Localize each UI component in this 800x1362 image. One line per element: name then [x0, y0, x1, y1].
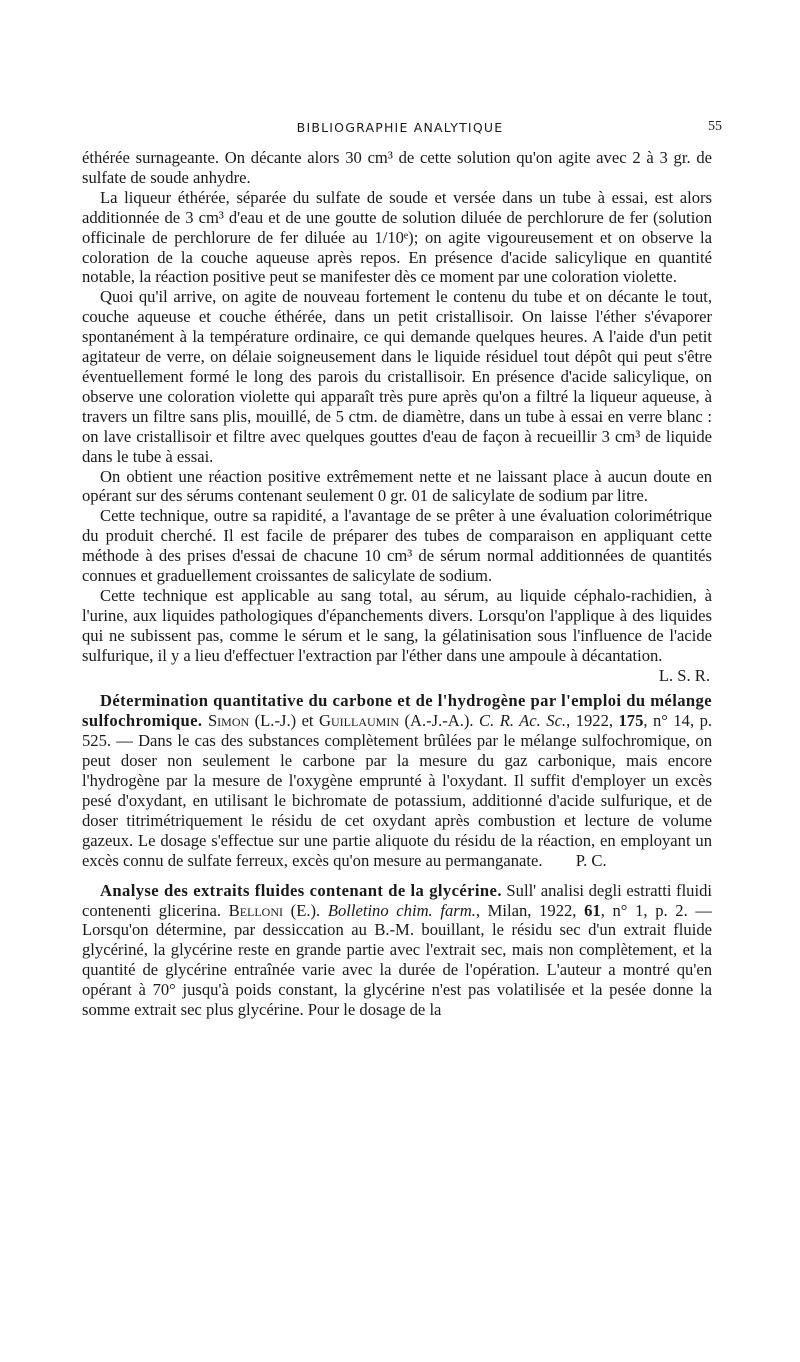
citation-pages: , n° 14, p. 525. —: [82, 711, 713, 751]
paragraph: Cette technique est applicable au sang total, au sérum, au liquide céphalo-rachidien, à l'urine, aux liquides pathologiques d'épanchements divers. Lorsqu'on l'applique à des liquides qui ne subissent pas, comme le sérum et le sang, la gélatinisation sous l'influence de l'acide sulfurique, il y a lieu d'effectuer l'extraction par l'éther dans une ampoule à décantation.: [82, 585, 712, 665]
article-carbone-hydrogene: [82, 691, 712, 870]
running-title: BIBLIOGRAPHIE ANALYTIQUE: [296, 120, 504, 135]
author-initials: (L.-J.) et: [249, 711, 320, 731]
citation-volume: 175: [618, 711, 644, 731]
journal-name: Bolletino chim. farm.: [327, 900, 476, 920]
paragraph: La liqueur éthérée, séparée du sulfate de soude et versée dans un tube à essai, est alors additionnée de 3 cm³ d'eau et de une goutte de solution diluée de perchlorure de fer (solution officinale de perchlorure de fer diluée au 1/10ᵉ); on agite vigoureusement et on observe la coloration de la couche aqueuse après repos. En présence d'acide salicylique en quantité notable, la réaction positive peut se manifester dès ce moment par une coloration violette.: [82, 187, 712, 287]
page-body: [82, 148, 712, 1020]
article-text: Dans le cas des substances complètement brûlées par le mélange sulfochromique, on peut doser non seulement le carbone par la mesure du gaz carbonique, mais encore l'hydrogène par la mesure de l'oxygène emprunté à l'oxydant. Il suffit d'employer un excès pesé d'oxydant, en utilisant le bichromate de potassium, additionné d'acide sulfurique, et de doser titrimétriquement le résidu de cet oxydant après combustion et lecture de volume gazeux. Le dosage s'effectue sur une partie aliquote du résidu de la réaction, en employant un excès connu de sulfate ferreux, excès qu'on mesure au permanganate.: [82, 731, 712, 870]
journal-name: C. R. Ac. Sc.: [479, 711, 567, 731]
article-title: Analyse des extraits fluides contenant de la glycérine.: [100, 880, 502, 900]
page-number: 55: [708, 119, 722, 134]
author-initials: (E.).: [283, 900, 328, 920]
citation-year: , 1922,: [566, 711, 619, 731]
paragraph: éthérée surnageante. On décante alors 30 cm³ de cette solution qu'on agite avec 2 à 3 gr. de sulfate de soude anhydre.: [82, 148, 712, 187]
author-name: Belloni: [228, 900, 284, 920]
signature: L. S. R.: [658, 665, 710, 685]
author-name: Guillaumin: [319, 711, 399, 731]
author-initials: (A.-J.-A.).: [399, 711, 480, 731]
article-text: Lorsqu'on détermine, par dessiccation au B.-M. bouillant, le résidu sec d'un extrait fluide glycériné, la glycérine reste en grande partie avec l'extrait sec, mais non complètement, et la quantité de glycérine entraînée varie avec la durée de l'opération. L'auteur a montré qu'en opérant à 70° jusqu'à poids constant, la glycérine n'est pas volatilisée et la pesée donne la somme extrait sec plus glycérine. Pour le dosage de la: [82, 920, 712, 1020]
citation-year: , Milan, 1922,: [475, 900, 585, 920]
paragraph: Quoi qu'il arrive, on agite de nouveau fortement le contenu du tube et on décante le tout, couche aqueuse et couche éthérée, dans un petit cristallisoir. On laisse l'éther s'évaporer spontanément à la température ordinaire, ce qui demande quelques heures. A l'aide d'un petit agitateur de verre, on délaie soigneusement dans le liquide résiduel tout dépôt qui peut s'être éventuellement formé le long des parois du cristallisoir. En présence d'acide salicylique, on observe une coloration violette qui apparaît très pure après qu'on a filtré la liqueur aqueuse, à travers un filtre sans plis, mouillé, de 5 ctm. de diamètre, dans un tube à essai en verre blanc : on lave cristallisoir et filtre avec quelques gouttes d'eau de façon à recueillir 3 cm³ de liquide dans le tube à essai.: [82, 287, 712, 466]
paragraph: On obtient une réaction positive extrêmement nette et ne laissant place à aucun doute en opérant sur des sérums contenant seulement 0 gr. 01 de salicylate de sodium par litre.: [82, 466, 712, 506]
page-header: [0, 116, 800, 142]
citation-volume: 61: [584, 900, 601, 920]
article-title: Détermination quantitative du carbone et de l'hydrogène par l'emploi du mélange sulfochromique.: [82, 691, 712, 731]
article-subtitle: Sull' analisi degli estratti fluidi contenenti glicerina.: [82, 880, 712, 920]
citation-pages: , n° 1, p. 2. —: [600, 900, 712, 920]
article-glycerine: [82, 881, 712, 1020]
paragraph: Cette technique, outre sa rapidité, a l'avantage de se prêter à une évaluation colorimétrique du produit cherché. Il est facile de préparer des tubes de comparaison en appliquant cette méthode à des prises d'essai de chacune 10 cm³ de sérum normal additionnées de quantités connues et graduellement croissantes de salicylate de sodium.: [82, 506, 712, 586]
signature: P. C.: [575, 850, 607, 870]
author-name: Simon: [207, 711, 250, 731]
